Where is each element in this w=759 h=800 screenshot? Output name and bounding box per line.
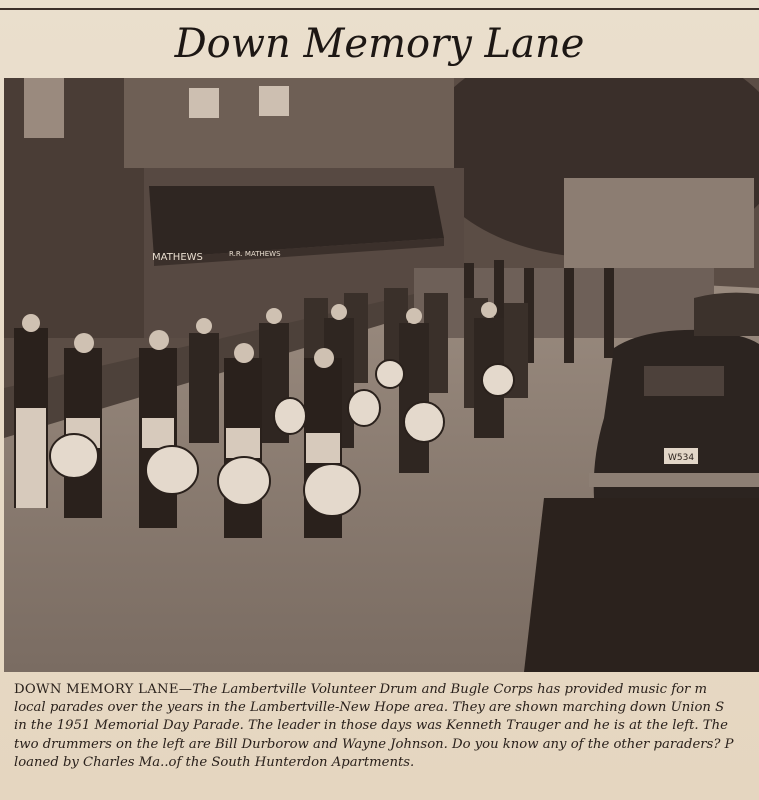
building-window [24, 78, 64, 138]
caption-line-5: loaned by Charles Ma..of the South Hunterdon Apartments. [14, 754, 415, 770]
parade-photo [4, 78, 759, 672]
caption-line-2: local parades over the years in the Lambertville-New Hope area. They are shown marching down Union S [14, 700, 725, 716]
headline: Down Memory Lane [174, 21, 585, 67]
awning-sign-2: R.R. MATHEWS [229, 250, 281, 258]
caption-line-1 [14, 681, 759, 699]
awning-sign-1: MATHEWS [152, 252, 203, 263]
building-window [259, 86, 289, 116]
caption-line-1-text: The Lambertville Volunteer Drum and Bugle Corps has provided music for m [192, 682, 708, 697]
car-shadow [524, 498, 759, 672]
caption-lead: DOWN MEMORY LANE— [14, 682, 193, 697]
distant-buildings [564, 178, 754, 268]
caption-line-3: in the 1951 Memorial Day Parade. The leader in those days was Kenneth Trauger and he is at the left. The [14, 718, 728, 734]
second-car [694, 293, 759, 336]
caption-line-4: two drummers on the left are Bill Durborow and Wayne Johnson. Do you know any of the other paraders? P [14, 736, 734, 752]
top-rule [0, 8, 759, 10]
photo-caption [14, 681, 759, 797]
license-plate: W534 [668, 453, 695, 463]
building-window [189, 88, 219, 118]
parade-photo-drawing [4, 78, 759, 672]
